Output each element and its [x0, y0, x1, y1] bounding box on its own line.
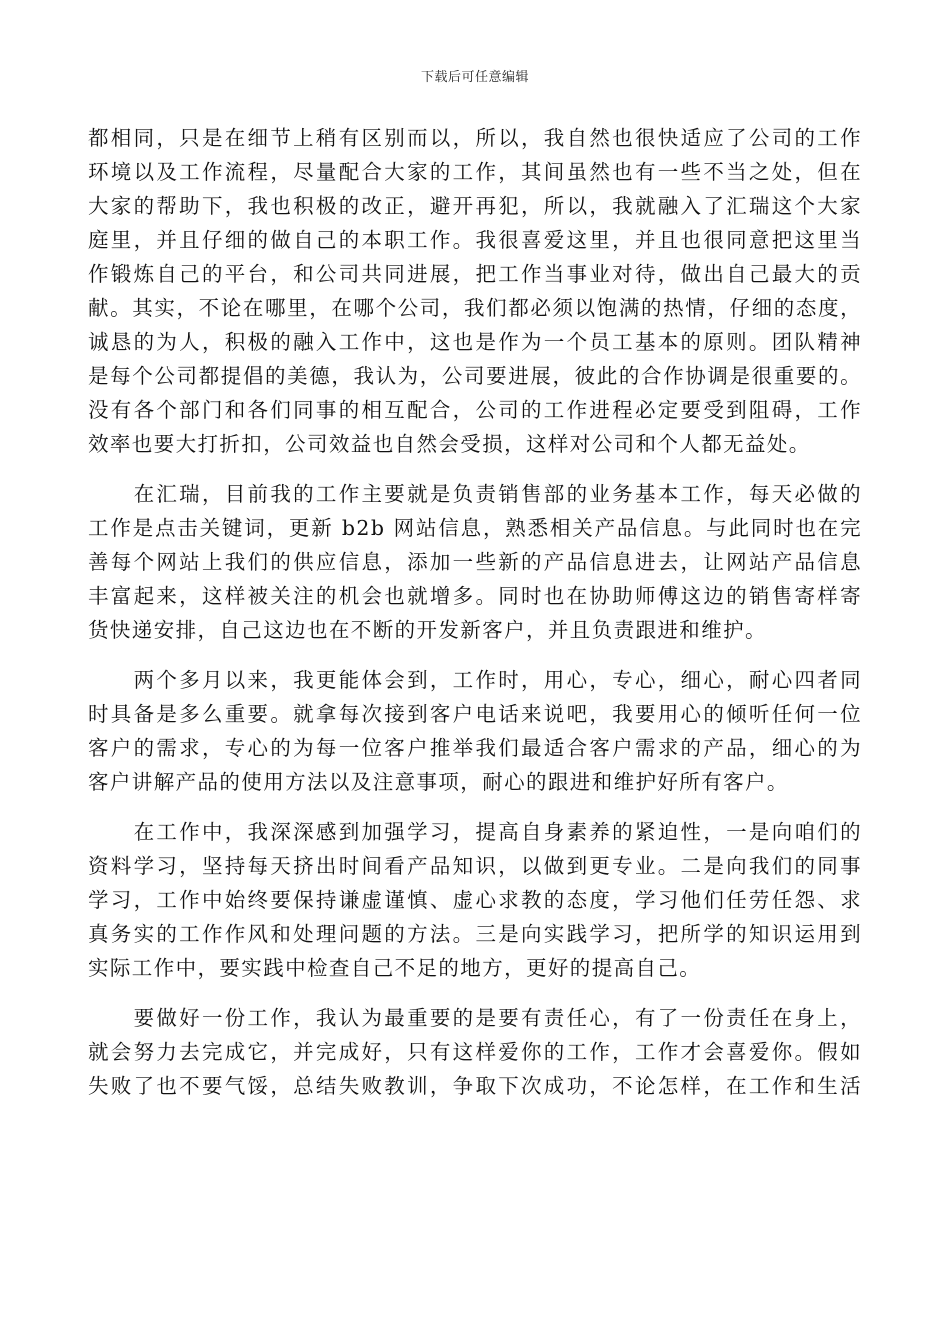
text-line: 学习，工作中始终要保持谦虚谨慎、虚心求教的态度，学习他们任劳任怨、求	[88, 888, 862, 912]
text-line: 善每个网站上我们的供应信息，添加一些新的产品信息进去，让网站产品信息	[88, 550, 862, 574]
text-line: 在汇瑞，目前我的工作主要就是负责销售部的业务基本工作，每天必做的	[88, 482, 862, 506]
text-line: 效率也要大打折扣，公司效益也自然会受损，这样对公司和个人都无益处。	[88, 432, 811, 456]
paragraph-2	[88, 477, 862, 647]
text-line: 大家的帮助下，我也积极的改正，避开再犯，所以，我就融入了汇瑞这个大家	[88, 194, 862, 218]
text-line: 丰富起来，这样被关注的机会也就增多。同时也在协助师傅这边的销售寄样寄	[88, 584, 862, 608]
text-line: 没有各个部门和各们同事的相互配合，公司的工作进程必定要受到阻碍，工作	[88, 398, 862, 422]
paragraph-gap	[88, 985, 862, 1001]
text-line: 真务实的工作作风和处理问题的方法。三是向实践学习，把所学的知识运用到	[88, 922, 862, 946]
text-line: 都相同，只是在细节上稍有区别而以，所以，我自然也很快适应了公司的工作	[88, 126, 862, 150]
paragraph-3	[88, 663, 862, 799]
text-line: 客户的需求，专心的为每一位客户推举我们最适合客户需求的产品，细心的为	[88, 736, 862, 760]
text-line: 客户讲解产品的使用方法以及注意事项，耐心的跟进和维护好所有客户。	[88, 770, 789, 794]
document-body	[88, 121, 862, 1103]
text-line: 是每个公司都提倡的美德，我认为，公司要进展，彼此的合作协调是很重要的。	[88, 364, 862, 388]
paragraph-gap	[88, 461, 862, 477]
paragraph-gap	[88, 799, 862, 815]
paragraph-1	[88, 121, 862, 461]
text-line: 要做好一份工作，我认为最重要的是要有责任心，有了一份责任在身上，	[88, 1006, 862, 1030]
text-line: 献。其实，不论在哪里，在哪个公司，我们都必须以饱满的热情，仔细的态度，	[88, 296, 862, 320]
text-line: 诚恳的为人，积极的融入工作中，这也是作为一个员工基本的原则。团队精神	[88, 330, 862, 354]
text-line: 庭里，并且仔细的做自己的本职工作。我很喜爱这里，并且也很同意把这里当	[88, 228, 862, 252]
text-line: 失败了也不要气馁，总结失败教训，争取下次成功，不论怎样，在工作和生活	[88, 1074, 862, 1098]
text-line: 作锻炼自己的平台，和公司共同进展，把工作当事业对待，做出自己最大的贡	[88, 262, 862, 286]
paragraph-gap	[88, 647, 862, 663]
page-header: 下载后可任意编辑	[420, 70, 529, 85]
text-line: 两个多月以来，我更能体会到，工作时，用心，专心，细心，耐心四者同	[88, 668, 862, 692]
text-line: 货快递安排，自己这边也在不断的开发新客户，并且负责跟进和维护。	[88, 618, 767, 642]
text-line: 工作是点击关键词，更新 b2b 网站信息，熟悉相关产品信息。与此同时也在完	[88, 516, 862, 540]
paragraph-4	[88, 815, 862, 985]
paragraph-5	[88, 1001, 862, 1103]
text-line: 时具备是多么重要。就拿每次接到客户电话来说吧，我要用心的倾听任何一位	[88, 702, 862, 726]
text-line: 实际工作中，要实践中检查自己不足的地方，更好的提高自己。	[88, 956, 702, 980]
text-line: 资料学习，坚持每天挤出时间看产品知识，以做到更专业。二是向我们的同事	[88, 854, 862, 878]
text-line: 就会努力去完成它，并完成好，只有这样爱你的工作，工作才会喜爱你。假如	[88, 1040, 862, 1064]
text-line: 在工作中，我深深感到加强学习，提高自身素养的紧迫性，一是向咱们的	[88, 820, 862, 844]
text-line: 环境以及工作流程，尽量配合大家的工作，其间虽然也有一些不当之处，但在	[88, 160, 862, 184]
